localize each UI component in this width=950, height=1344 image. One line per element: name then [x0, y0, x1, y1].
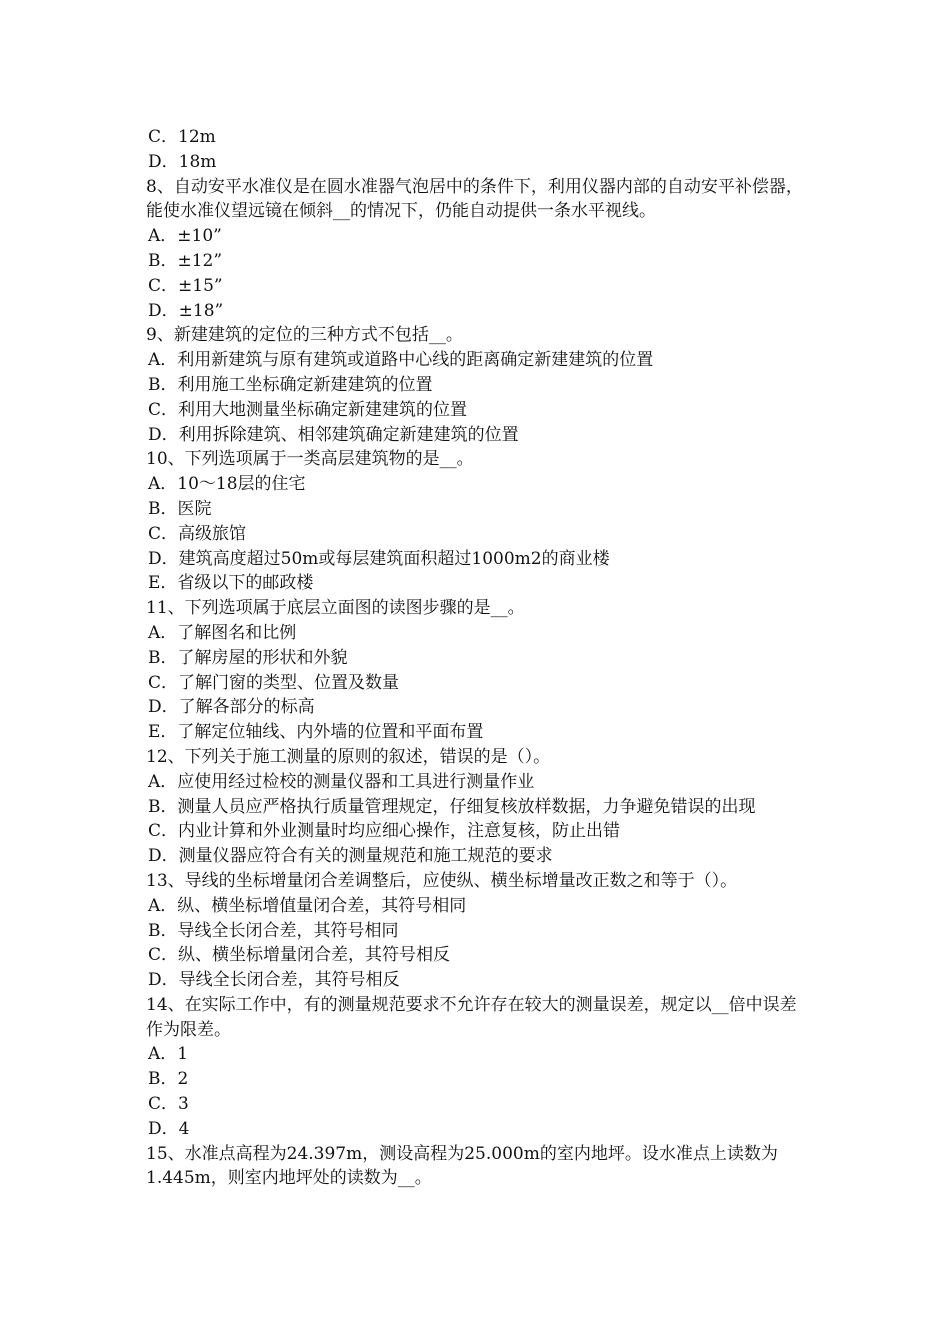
option-text: D．建筑高度超过50m或每层建筑面积超过1000m2的商业楼 [148, 548, 610, 569]
option-text: A．±10” [148, 226, 222, 247]
option-text: A．了解图名和比例 [148, 622, 297, 643]
option-text: C．利用大地测量坐标确定新建建筑的位置 [148, 399, 468, 420]
option-text: B．测量人员应严格执行质量管理规定，仔细复核放样数据，力争避免错误的出现 [148, 796, 756, 817]
option-text: B．±12” [148, 250, 223, 271]
option-text: D．导线全长闭合差，其符号相反 [148, 970, 400, 991]
option-text: B．利用施工坐标确定新建建筑的位置 [148, 374, 433, 395]
question-text: 11、下列选项属于底层立面图的读图步骤的是__。 [146, 598, 525, 619]
option-text: E．了解定位轴线、内外墙的位置和平面布置 [148, 722, 484, 743]
option-text: C．±15” [148, 275, 223, 296]
option-text: C．3 [148, 1094, 189, 1115]
document-body [146, 125, 810, 1191]
option-text: C．纵、横坐标增量闭合差，其符号相反 [148, 945, 451, 966]
option-text: D．利用拆除建筑、相邻建筑确定新建建筑的位置 [148, 424, 519, 445]
question-text: 9、新建建筑的定位的三种方式不包括__。 [146, 325, 463, 346]
option-text: A．1 [148, 1044, 189, 1065]
option-text: C．内业计算和外业测量时均应细心操作，注意复核，防止出错 [148, 821, 621, 842]
option-text: D．18m [148, 151, 217, 172]
option-text: D．测量仪器应符合有关的测量规范和施工规范的要求 [148, 846, 553, 867]
option-text: B．2 [148, 1069, 189, 1090]
question-text: 13、导线的坐标增量闭合差调整后，应使纵、横坐标增量改正数之和等于（）。 [146, 870, 738, 891]
question-text: 15、水准点高程为24.397m，测设高程为25.000m的室内地坪。设水准点上读数为1.445m，则室内地坪处的读数为__。 [146, 1143, 778, 1189]
option-text: D．4 [148, 1118, 190, 1139]
option-text: D．了解各部分的标高 [148, 697, 315, 718]
option-text: C．了解门窗的类型、位置及数量 [148, 672, 400, 693]
option-text: B．导线全长闭合差，其符号相同 [148, 920, 399, 941]
option-text: D．±18” [148, 300, 224, 321]
question-text: 12、下列关于施工测量的原则的叙述，错误的是（）。 [146, 746, 551, 767]
option-text: E．省级以下的邮政楼 [148, 573, 314, 594]
option-text: C．高级旅馆 [148, 523, 247, 544]
option-text: A．利用新建筑与原有建筑或道路中心线的距离确定新建建筑的位置 [148, 350, 654, 371]
option-text: B．了解房屋的形状和外貌 [148, 647, 348, 668]
question-text: 8、自动安平水准仪是在圆水准器气泡居中的条件下，利用仪器内部的自动安平补偿器，能使水准仪望远镜在倾斜__的情况下，仍能自动提供一条水平视线。 [146, 176, 803, 222]
option-text: A．10～18层的住宅 [148, 474, 306, 495]
option-text: A．纵、横坐标增值量闭合差，其符号相同 [148, 895, 467, 916]
question-text: 14、在实际工作中，有的测量规范要求不允许存在较大的测量误差，规定以__倍中误差作为限差。 [146, 994, 797, 1040]
option-text: B．医院 [148, 498, 212, 519]
option-text: A．应使用经过检校的测量仪器和工具进行测量作业 [148, 771, 535, 792]
option-text: C．12m [148, 127, 216, 147]
question-text: 10、下列选项属于一类高层建筑物的是__。 [146, 449, 474, 470]
